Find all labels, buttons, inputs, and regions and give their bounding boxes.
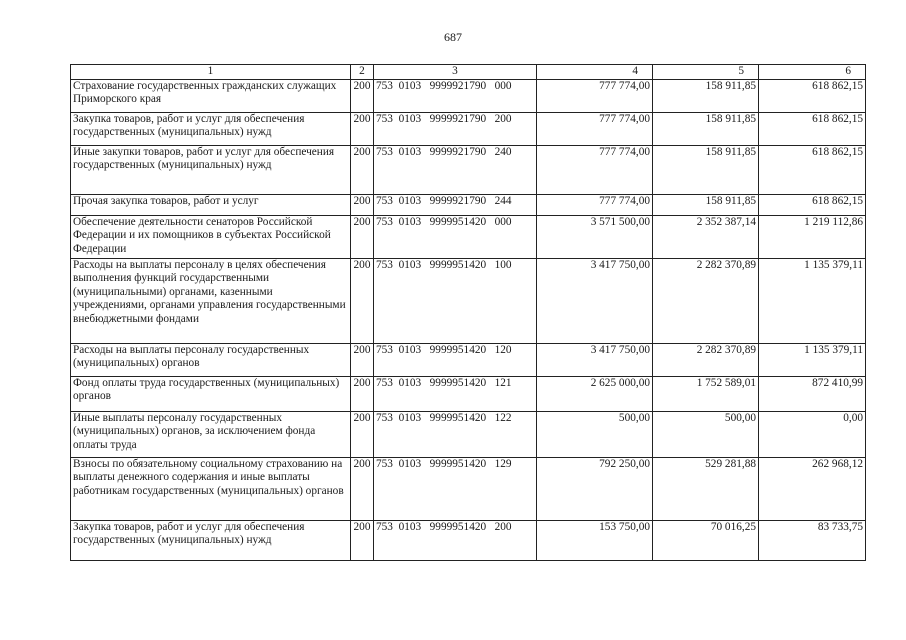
row-codes-cell: 753 0103 9999951420 121	[374, 376, 537, 411]
row-codes-cell: 753 0103 9999951420 122	[374, 411, 537, 457]
table-row	[71, 343, 866, 376]
row-value-cell: 777 774,00	[537, 79, 653, 112]
row-value-cell: 1 752 589,01	[653, 376, 759, 411]
table-row	[71, 376, 866, 411]
column-header: 4	[537, 65, 653, 80]
row-value-cell: 1 135 379,11	[759, 258, 866, 343]
row-value-cell: 500,00	[653, 411, 759, 457]
row-value-cell: 618 862,15	[759, 112, 866, 145]
row-chapter-cell: 200	[351, 258, 374, 343]
row-value-cell: 529 281,88	[653, 457, 759, 520]
table-row	[71, 258, 866, 343]
column-header: 3	[374, 65, 537, 80]
row-codes-cell: 753 0103 9999951420 200	[374, 520, 537, 560]
table-row	[71, 411, 866, 457]
row-name-cell: Иные закупки товаров, работ и услуг для обеспечения государственных (муниципальных) нужд	[71, 145, 351, 194]
row-name-cell: Взносы по обязательному социальному страхованию на выплаты денежного содержания и иные выплаты работникам государственных (муниципальных) органов	[71, 457, 351, 520]
row-value-cell: 1 135 379,11	[759, 343, 866, 376]
header-row	[71, 65, 866, 80]
table-row	[71, 215, 866, 258]
row-chapter-cell: 200	[351, 112, 374, 145]
budget-table	[70, 64, 866, 561]
row-value-cell: 158 911,85	[653, 194, 759, 215]
row-value-cell: 158 911,85	[653, 79, 759, 112]
row-value-cell: 83 733,75	[759, 520, 866, 560]
row-name-cell: Расходы на выплаты персоналу в целях обеспечения выполнения функций государственными (муниципальными) органами, казенными учреждениями, органами управления государственными внебюджетными фондами	[71, 258, 351, 343]
row-codes-cell: 753 0103 9999951420 120	[374, 343, 537, 376]
column-header: 6	[759, 65, 866, 80]
table-row	[71, 112, 866, 145]
row-value-cell: 2 352 387,14	[653, 215, 759, 258]
row-chapter-cell: 200	[351, 79, 374, 112]
row-value-cell: 153 750,00	[537, 520, 653, 560]
row-value-cell: 792 250,00	[537, 457, 653, 520]
row-value-cell: 262 968,12	[759, 457, 866, 520]
row-value-cell: 618 862,15	[759, 145, 866, 194]
row-name-cell: Иные выплаты персоналу государственных (муниципальных) органов, за исключением фонда оплаты труда	[71, 411, 351, 457]
row-chapter-cell: 200	[351, 215, 374, 258]
table-row	[71, 457, 866, 520]
row-codes-cell: 753 0103 9999951420 129	[374, 457, 537, 520]
row-codes-cell: 753 0103 9999921790 000	[374, 79, 537, 112]
row-codes-cell: 753 0103 9999951420 000	[374, 215, 537, 258]
row-value-cell: 777 774,00	[537, 112, 653, 145]
row-value-cell: 0,00	[759, 411, 866, 457]
row-name-cell: Страхование государственных гражданских служащих Приморского края	[71, 79, 351, 112]
row-codes-cell: 753 0103 9999921790 244	[374, 194, 537, 215]
table-row	[71, 145, 866, 194]
row-value-cell: 777 774,00	[537, 194, 653, 215]
row-chapter-cell: 200	[351, 376, 374, 411]
row-chapter-cell: 200	[351, 343, 374, 376]
table-row	[71, 79, 866, 112]
row-value-cell: 618 862,15	[759, 79, 866, 112]
row-value-cell: 872 410,99	[759, 376, 866, 411]
row-name-cell: Закупка товаров, работ и услуг для обеспечения государственных (муниципальных) нужд	[71, 520, 351, 560]
row-value-cell: 500,00	[537, 411, 653, 457]
row-name-cell: Прочая закупка товаров, работ и услуг	[71, 194, 351, 215]
row-value-cell: 3 417 750,00	[537, 258, 653, 343]
row-value-cell: 3 417 750,00	[537, 343, 653, 376]
table-row	[71, 520, 866, 560]
row-chapter-cell: 200	[351, 145, 374, 194]
row-codes-cell: 753 0103 9999921790 200	[374, 112, 537, 145]
row-codes-cell: 753 0103 9999951420 100	[374, 258, 537, 343]
column-header: 5	[653, 65, 759, 80]
column-header: 2	[351, 65, 374, 80]
row-value-cell: 158 911,85	[653, 112, 759, 145]
row-value-cell: 2 282 370,89	[653, 343, 759, 376]
row-chapter-cell: 200	[351, 411, 374, 457]
row-chapter-cell: 200	[351, 457, 374, 520]
row-value-cell: 70 016,25	[653, 520, 759, 560]
row-value-cell: 618 862,15	[759, 194, 866, 215]
table-row	[71, 194, 866, 215]
row-value-cell: 777 774,00	[537, 145, 653, 194]
row-value-cell: 3 571 500,00	[537, 215, 653, 258]
row-value-cell: 158 911,85	[653, 145, 759, 194]
column-header: 1	[71, 65, 351, 80]
row-name-cell: Фонд оплаты труда государственных (муниципальных) органов	[71, 376, 351, 411]
row-name-cell: Обеспечение деятельности сенаторов Российской Федерации и их помощников в субъектах Российской Федерации	[71, 215, 351, 258]
page-number: 687	[444, 30, 462, 44]
row-name-cell: Закупка товаров, работ и услуг для обеспечения государственных (муниципальных) нужд	[71, 112, 351, 145]
row-name-cell: Расходы на выплаты персоналу государственных (муниципальных) органов	[71, 343, 351, 376]
row-codes-cell: 753 0103 9999921790 240	[374, 145, 537, 194]
row-value-cell: 2 625 000,00	[537, 376, 653, 411]
row-chapter-cell: 200	[351, 520, 374, 560]
row-value-cell: 1 219 112,86	[759, 215, 866, 258]
row-chapter-cell: 200	[351, 194, 374, 215]
row-value-cell: 2 282 370,89	[653, 258, 759, 343]
